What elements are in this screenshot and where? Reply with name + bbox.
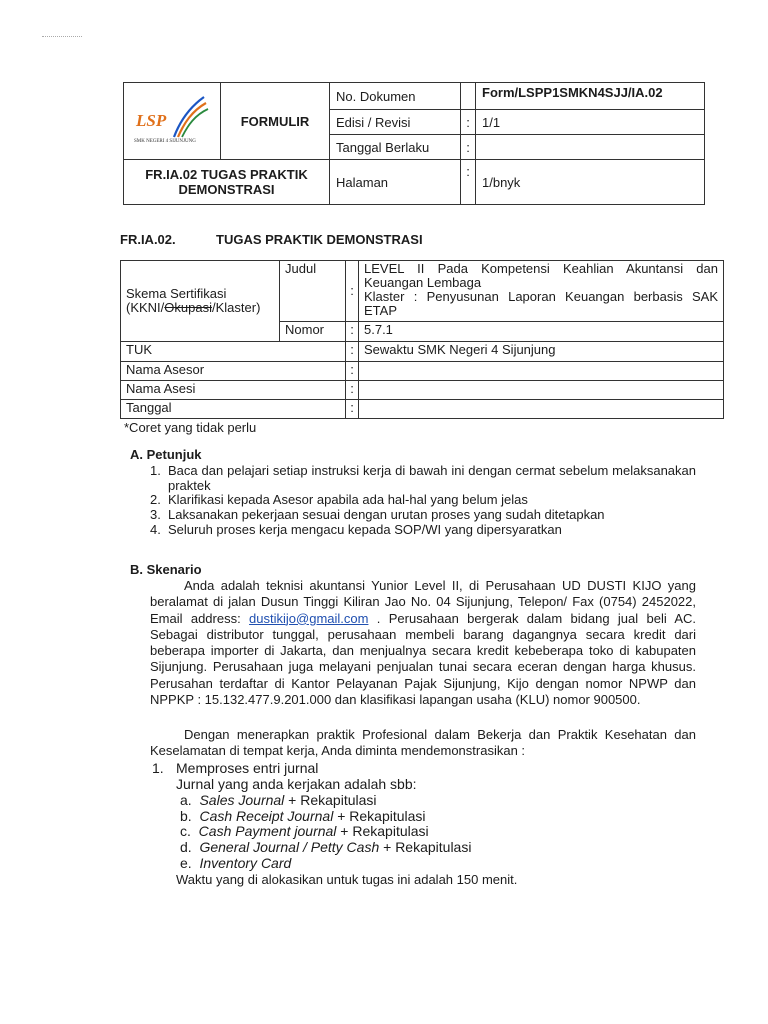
judul-value-1: LEVEL II Pada Kompetensi Keahlian Akuntansi dan Keuangan Lembaga: [364, 261, 718, 290]
hdr-value-1: 1/1: [476, 110, 705, 135]
skenario-paragraph-1: [150, 578, 696, 708]
hdr-label-0: No. Dokumen: [330, 83, 461, 110]
info-label-tuk: TUK: [121, 342, 346, 362]
petunjuk-num-1: 1.: [150, 463, 161, 478]
info-value-asesor: [359, 362, 724, 381]
judul-colon: :: [346, 261, 359, 322]
journal-suffix-b: + Rekapitulasi: [333, 808, 426, 824]
petunjuk-item-1: Baca dan pelajari setiap instruksi kerja di bawah ini dengan cermat sebelum melaksanakan praktek: [168, 463, 696, 493]
hdr-colon-0: [461, 83, 476, 110]
journal-suffix-a: + Rekapitulasi: [284, 792, 377, 808]
petunjuk-item-4: Seluruh proses kerja mengacu kepada SOP/WI yang dipersyaratkan: [168, 522, 562, 537]
hdr-value-3: 1/bnyk: [476, 160, 705, 205]
hdr-colon-2: :: [461, 135, 476, 160]
skenario-heading: B. Skenario: [130, 562, 202, 577]
hdr-value-0: Form/LSPP1SMKN4SJJ/IA.02: [476, 83, 705, 110]
skema-label: [121, 261, 280, 342]
journal-letter-a: a.: [180, 792, 192, 808]
journal-item-c: [180, 823, 429, 839]
journal-suffix-d: + Rekapitulasi: [379, 839, 472, 855]
nomor-label: Nomor: [280, 322, 346, 342]
task-intro: Jurnal yang anda kerjakan adalah sbb:: [176, 776, 417, 792]
petunjuk-item-3: Laksanakan pekerjaan sesuai dengan urutan proses yang sudah ditetapkan: [168, 507, 605, 522]
form-title: [124, 160, 330, 205]
logo-swoosh-icon: [170, 95, 210, 139]
scan-mark: [42, 36, 82, 39]
hdr-colon-3: :: [461, 160, 476, 205]
journal-item-e: [180, 855, 291, 871]
journal-letter-d: d.: [180, 839, 192, 855]
form-title-line1: FR.IA.02 TUGAS PRAKTIK: [145, 167, 308, 182]
skema-kkni: (KKNI/: [126, 300, 165, 315]
hdr-value-2: [476, 135, 705, 160]
section-name: TUGAS PRAKTIK DEMONSTRASI: [216, 232, 423, 247]
info-label-tanggal: Tanggal: [121, 400, 346, 419]
section-code: FR.IA.02.: [120, 232, 176, 247]
journal-letter-c: c.: [180, 823, 191, 839]
skema-label-line2: [126, 301, 274, 315]
email-link[interactable]: dustikijo@gmail.com: [249, 610, 369, 626]
task-num: 1.: [152, 760, 164, 776]
header-table: [123, 82, 705, 205]
info-colon-tuk: :: [346, 342, 359, 362]
petunjuk-num-2: 2.: [150, 492, 161, 507]
skema-okupasi-struck: Okupasi: [164, 300, 212, 315]
journal-name-a: Sales Journal: [199, 792, 285, 808]
info-table: [120, 260, 724, 419]
info-label-asesi: Nama Asesi: [121, 381, 346, 400]
info-colon-asesi: :: [346, 381, 359, 400]
logo-cell: [124, 83, 221, 160]
judul-value-2: Klaster : Penyusunan Laporan Keuangan berbasis SAK ETAP: [364, 289, 718, 318]
logo-text: LSP: [136, 111, 167, 130]
petunjuk-heading: A. Petunjuk: [130, 447, 202, 462]
judul-value: [359, 261, 724, 322]
info-label-asesor: Nama Asesor: [121, 362, 346, 381]
time-note: Waktu yang di alokasikan untuk tugas ini adalah 150 menit.: [176, 872, 518, 887]
lsp-logo: [130, 93, 214, 149]
hdr-label-1: Edisi / Revisi: [330, 110, 461, 135]
hdr-label-2: Tanggal Berlaku: [330, 135, 461, 160]
petunjuk-num-3: 3.: [150, 507, 161, 522]
skema-klaster: /Klaster): [212, 300, 261, 315]
journal-letter-e: e.: [180, 855, 192, 871]
journal-name-b: Cash Receipt Journal: [199, 808, 334, 824]
journal-letter-b: b.: [180, 808, 192, 824]
petunjuk-num-4: 4.: [150, 522, 161, 537]
info-value-tanggal: [359, 400, 724, 419]
judul-label: Judul: [280, 261, 346, 322]
nomor-colon: :: [346, 322, 359, 342]
nomor-value: 5.7.1: [359, 322, 724, 342]
journal-name-e: Inventory Card: [199, 855, 292, 871]
journal-item-b: [180, 808, 426, 824]
footnote: *Coret yang tidak perlu: [124, 420, 257, 435]
hdr-colon-1: :: [461, 110, 476, 135]
journal-name-c: Cash Payment journal: [198, 823, 337, 839]
skenario-p1-b: . Perusahaan bergerak dalam bidang jual beli AC. Sebagai distributor tunggal, perusahaan membeli barang dagangnya secara kredit dari beberapa importer di Jakarta, dan menjualnya secara kredit kebeberapa toko di kabupaten Sijunjung. Perusahaan juga melayani penjualan tunai secara eceran dengan harga khusus. Perusahan terdaftar di Kantor Pelayanan Pajak Sijunjung, Kijo dengan nomor NPWP dan NPPKP : 15.132.477.9.201.000 dan klasifikasi lapangan usaha (KLU) nomor 900500.: [150, 610, 697, 708]
journal-item-d: [180, 839, 471, 855]
skenario-paragraph-2: Dengan menerapkan praktik Profesional dalam Bekerja dan Praktik Kesehatan dan Keselamatan di tempat kerja, Anda diminta mendemonstrasikan :: [150, 727, 696, 759]
info-colon-tanggal: :: [346, 400, 359, 419]
info-value-asesi: [359, 381, 724, 400]
formulir-label: FORMULIR: [221, 83, 330, 160]
hdr-label-3: Halaman: [330, 160, 461, 205]
skema-label-line1: Skema Sertifikasi: [126, 286, 227, 301]
info-value-tuk: Sewaktu SMK Negeri 4 Sijunjung: [359, 342, 724, 362]
form-title-line2: DEMONSTRASI: [178, 182, 275, 197]
journal-item-a: [180, 792, 377, 808]
task-title: Memproses entri jurnal: [176, 760, 319, 776]
info-colon-asesor: :: [346, 362, 359, 381]
petunjuk-item-2: Klarifikasi kepada Asesor apabila ada hal-hal yang belum jelas: [168, 492, 528, 507]
journal-name-d: General Journal / Petty Cash: [199, 839, 380, 855]
logo-subtext: SMK NEGERI 4 SIJUNJUNG: [134, 139, 196, 144]
skenario-p1-a: Anda adalah teknisi akuntansi Yunior Level II, di Perusahaan UD DUSTI KIJO yang beralamat di jalan Dusun Tinggi Kiliran Jao No. 04 Sijunjung, Telepon/ Fax (0754) 2452022, Email address:: [150, 578, 696, 626]
journal-suffix-c: + Rekapitulasi: [336, 823, 429, 839]
